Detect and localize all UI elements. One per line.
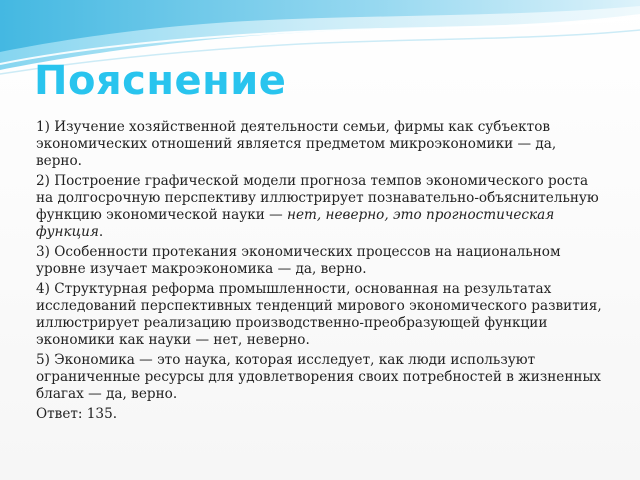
item-2-suffix: . [98, 224, 104, 240]
item-2-emphasis: нет, неверно, это прогностическая функция [36, 207, 555, 240]
item-5-text: 5) Экономика — это наука, которая исследует, как люди используют ограниченные ресурсы для удовлетворения своих потребностей в жизненных благах — да, верно. [36, 352, 601, 402]
explanation-item-1 [36, 119, 606, 170]
explanation-item-5 [36, 352, 606, 403]
explanation-content [36, 119, 606, 426]
item-2-text: 2) Построение графической модели прогноза темпов экономического роста на долгосрочную перспективу иллюстрирует познавательно-объяснительную функцию экономической науки — [36, 173, 599, 223]
item-4-text: 4) Структурная реформа промышленности, основанная на результатах исследований перспективных тенденций мирового экономического развития, иллюстрирует реализацию производственно-преобразующей функции экономики как науки — нет, неверно. [36, 281, 602, 348]
answer-line [36, 406, 606, 423]
explanation-item-4 [36, 281, 606, 349]
answer-text: Ответ: 135. [36, 406, 118, 422]
item-1-text: 1) Изучение хозяйственной деятельности семьи, фирмы как субъектов экономических отношений является предметом микроэкономики — да, верно. [36, 119, 557, 169]
explanation-item-2 [36, 173, 606, 241]
item-3-text: 3) Особенности протекания экономических процессов на национальном уровне изучает макроэкономика — да, верно. [36, 244, 561, 277]
explanation-item-3 [36, 244, 606, 278]
slide-title: Пояснение [34, 58, 287, 104]
